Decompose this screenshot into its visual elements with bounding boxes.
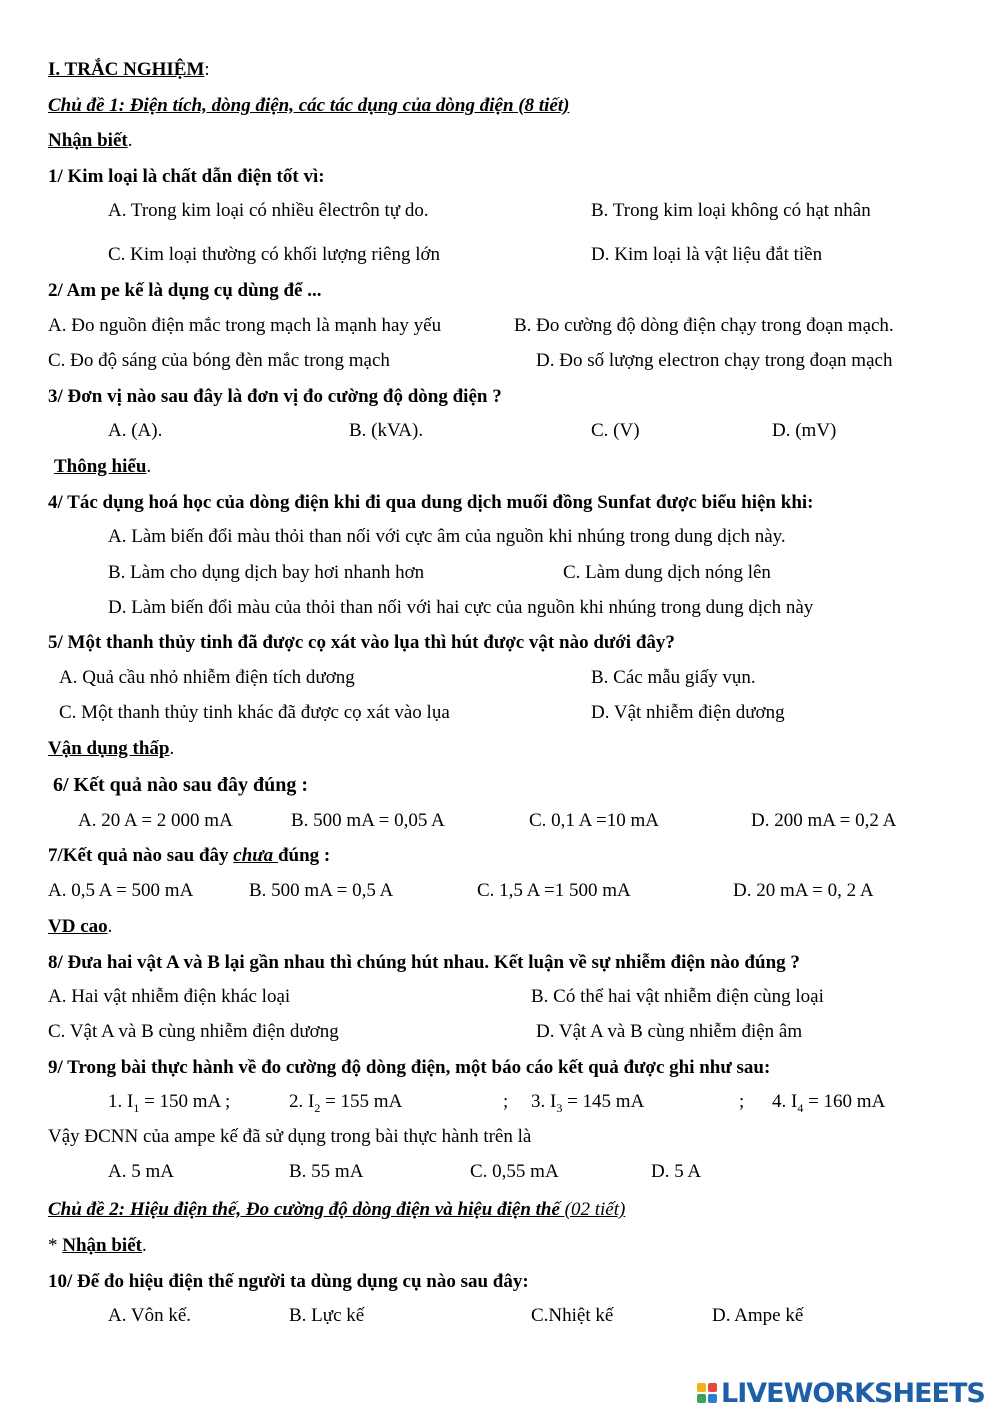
question-5-option-d: D. Vật nhiễm điện dương	[591, 702, 785, 723]
question-4-stem: 4/ Tác dụng hoá học của dòng điện khi đi qua dung dịch muối đồng Sunfat được biểu hiện khi:	[48, 492, 814, 513]
question-3-stem: 3/ Đơn vị nào sau đây là đơn vị đo cường độ dòng điện ?	[48, 386, 502, 407]
level-understanding: Thông hiểu	[54, 456, 147, 477]
mark-square-2	[708, 1383, 717, 1392]
topic-2-title: Chủ đề 2: Hiệu điện thế, Đo cường độ dòng điện và hiệu điện thế	[48, 1199, 560, 1220]
section-heading	[48, 58, 210, 82]
measurement-1: 1. $I_1 = 150$ mA ;	[108, 1091, 231, 1115]
topic-2-level-heading: * Nhận biết.	[48, 1235, 147, 1256]
question-2-option-d: D. Đo số lượng electron chạy trong đoạn mạch	[536, 350, 893, 371]
question-7-option-b: B. 500 mA = 0,5 A	[249, 880, 394, 901]
question-10-stem: 10/ Để đo hiệu điện thế người ta dùng dụng cụ nào sau đây:	[48, 1271, 529, 1292]
question-9-option-d: D. 5 A	[651, 1161, 702, 1182]
question-7-option-c: C. 1,5 A =1 500 mA	[477, 880, 631, 901]
level-understanding-heading: Thông hiểu.	[54, 456, 152, 477]
measurement-separator-1: ;	[503, 1091, 509, 1112]
question-8-option-b: B. Có thể hai vật nhiễm điện cùng loại	[531, 986, 824, 1007]
mark-square-4	[708, 1394, 717, 1403]
question-9-conclusion: Vậy ĐCNN của ampe kế đã sử dụng trong bài thực hành trên là	[48, 1126, 532, 1147]
topic-2-level: Nhận biết	[62, 1235, 142, 1256]
question-8-option-c: C. Vật A và B cùng nhiễm điện dương	[48, 1021, 339, 1042]
measurement-4: 4. $I_4 = 160$ mA	[772, 1091, 886, 1115]
mark-square-1	[697, 1383, 706, 1392]
question-3-option-a: A. (A).	[108, 420, 163, 441]
question-4-option-d: D. Làm biến đổi màu của thỏi than nối với hai cực của nguồn khi nhúng trong dung dịch này	[108, 597, 814, 618]
question-4-option-c: C. Làm dung dịch nóng lên	[563, 562, 771, 583]
question-4-option-a: A. Làm biến đổi màu thỏi than nối với cực âm của nguồn khi nhúng trong dung dịch này.	[108, 526, 786, 547]
question-7-option-a: A. 0,5 A = 500 mA	[48, 880, 194, 901]
question-1-stem: 1/ Kim loại là chất dẫn điện tốt vì:	[48, 166, 325, 187]
topic-1-heading: Chủ đề 1: Điện tích, dòng điện, các tác dụng của dòng điện (8 tiết)	[48, 95, 570, 116]
question-5-stem: 5/ Một thanh thủy tinh đã được cọ xát vào lụa thì hút được vật nào dưới đây?	[48, 632, 675, 653]
question-1-option-d: D. Kim loại là vật liệu đắt tiền	[591, 244, 823, 265]
question-9-option-c: C. 0,55 mA	[470, 1161, 559, 1182]
question-5-option-b: B. Các mẫu giấy vụn.	[591, 667, 756, 688]
liveworksheets-wordmark: LIVEWORKSHEETS	[721, 1377, 985, 1409]
question-1-option-c: C. Kim loại thường có khối lượng riêng lớn	[108, 244, 441, 265]
topic-2-heading	[48, 1198, 625, 1222]
question-2-stem: 2/ Am pe kế là dụng cụ dùng để ...	[48, 280, 322, 301]
question-4-option-b: B. Làm cho dụng dịch bay hơi nhanh hơn	[108, 562, 425, 583]
section-title: I. TRẮC NGHIỆM	[48, 59, 205, 80]
question-3-option-b: B. (kVA).	[349, 420, 424, 441]
question-3-option-d: D. (mV)	[772, 420, 837, 441]
measurement-separator-2: ;	[739, 1091, 745, 1112]
mark-square-3	[697, 1394, 706, 1403]
liveworksheets-mark-icon	[697, 1383, 717, 1403]
level-recognition-heading: Nhận biết.	[48, 130, 133, 151]
question-7-emphasis: chưa	[233, 845, 278, 866]
section-colon: :	[204, 59, 210, 80]
question-2-option-a: A. Đo nguồn điện mắc trong mạch là mạnh hay yếu	[48, 315, 442, 336]
measurement-3: 3. $I_3 = 145$ mA	[531, 1091, 645, 1115]
question-5-option-c: C. Một thanh thủy tinh khác đã được cọ xát vào lụa	[59, 702, 450, 723]
question-2-option-b: B. Đo cường độ dòng điện chạy trong đoạn mạch.	[514, 315, 894, 336]
question-1-option-b: B. Trong kim loại không có hạt nhân	[591, 200, 871, 221]
question-6-option-b: B. 500 mA = 0,05 A	[291, 810, 445, 831]
question-10-option-d: D. Ampe kế	[712, 1305, 804, 1326]
liveworksheets-logo	[697, 1378, 985, 1408]
question-10-option-c: C.Nhiệt kế	[531, 1305, 614, 1326]
level-low-application: Vận dụng thấp	[48, 738, 170, 759]
level-high-application: VD cao	[48, 916, 108, 937]
measurement-2: 2. $I_2 = 155$ mA	[289, 1091, 403, 1115]
question-7-stem: 7/Kết quả nào sau đây chưa đúng :	[48, 845, 331, 866]
question-2-option-c: C. Đo độ sáng của bóng đèn mắc trong mạch	[48, 350, 390, 371]
question-10-option-b: B. Lực kế	[289, 1305, 365, 1326]
level-high-application-heading: VD cao.	[48, 916, 113, 937]
question-9-stem: 9/ Trong bài thực hành về đo cường độ dòng điện, một báo cáo kết quả được ghi như sau:	[48, 1057, 771, 1078]
question-9-option-a: A. 5 mA	[108, 1161, 174, 1182]
question-3-option-c: C. (V)	[591, 420, 640, 441]
question-8-stem: 8/ Đưa hai vật A và B lại gần nhau thì chúng hút nhau. Kết luận về sự nhiễm điện nào đúng ?	[48, 952, 800, 973]
question-6-option-c: C. 0,1 A =10 mA	[529, 810, 660, 831]
question-6-stem: 6/ Kết quả nào sau đây đúng :	[53, 774, 309, 796]
question-9-option-b: B. 55 mA	[289, 1161, 364, 1182]
question-1-option-a: A. Trong kim loại có nhiều êlectrôn tự do.	[108, 200, 429, 221]
topic-2-periods: (02 tiết)	[559, 1199, 626, 1220]
question-8-option-d: D. Vật A và B cùng nhiễm điện âm	[536, 1021, 803, 1042]
question-5-option-a: A. Quả cầu nhỏ nhiễm điện tích dương	[59, 667, 355, 688]
question-8-option-a: A. Hai vật nhiễm điện khác loại	[48, 986, 291, 1007]
level-low-application-heading: Vận dụng thấp.	[48, 738, 175, 759]
question-6-option-a: A. 20 A = 2 000 mA	[78, 810, 233, 831]
level-recognition: Nhận biết	[48, 130, 128, 151]
question-6-option-d: D. 200 mA = 0,2 A	[751, 810, 897, 831]
question-7-option-d: D. 20 mA = 0, 2 A	[733, 880, 874, 901]
question-10-option-a: A. Vôn kế.	[108, 1305, 192, 1326]
